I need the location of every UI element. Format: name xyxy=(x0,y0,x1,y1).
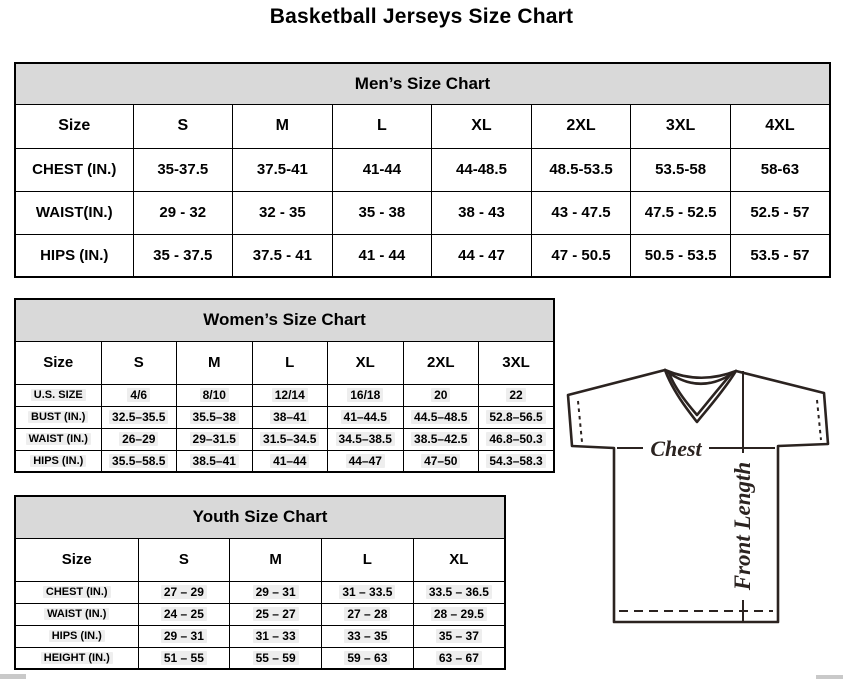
size-column-header-text: S xyxy=(178,551,189,568)
page-title: Basketball Jerseys Size Chart xyxy=(269,5,574,28)
value-cell-text: 50.5 - 53.5 xyxy=(644,246,717,264)
value-cell xyxy=(252,428,328,450)
value-cell-text: 28 – 29.5 xyxy=(431,607,487,621)
value-cell-text: 44-48.5 xyxy=(456,161,507,178)
row-label-text: WAIST (IN.) xyxy=(26,433,91,445)
value-cell-text: 47 - 50.5 xyxy=(551,246,611,264)
row-label-text: WAIST(IN.) xyxy=(35,204,113,221)
table-title-text: Men’s Size Chart xyxy=(354,73,491,93)
value-cell xyxy=(332,191,432,234)
size-column-header xyxy=(730,104,830,148)
value-cell xyxy=(432,191,532,234)
value-cell xyxy=(138,603,230,625)
value-cell-text: 41-44 xyxy=(362,161,402,178)
table-row xyxy=(15,428,554,450)
value-cell-text: 38.5–41 xyxy=(190,454,239,468)
value-cell-text: 29 – 31 xyxy=(253,585,299,599)
value-cell-text: 52.5 - 57 xyxy=(750,204,810,221)
value-cell-text: 26–29 xyxy=(119,432,158,446)
scrollbar-fragment-left[interactable] xyxy=(0,674,26,679)
size-column-header xyxy=(101,341,177,384)
value-cell xyxy=(403,406,479,428)
size-header-cell-text: Size xyxy=(43,354,74,371)
table-title xyxy=(15,299,554,341)
value-cell-text: 41–44 xyxy=(270,454,309,468)
row-label xyxy=(15,191,133,234)
value-cell-text: 46.8–50.3 xyxy=(486,432,545,446)
size-column-header-text: 2XL xyxy=(426,354,455,371)
value-cell-text: 27 – 29 xyxy=(161,585,207,599)
value-cell xyxy=(631,234,731,277)
front-length-label: Front Length xyxy=(730,461,755,591)
mens-size-table xyxy=(14,62,829,278)
value-cell xyxy=(177,384,253,406)
table-row xyxy=(15,191,830,234)
value-cell-text: 33.5 – 36.5 xyxy=(426,585,492,599)
table-row xyxy=(15,450,554,472)
value-cell-text: 34.5–38.5 xyxy=(336,432,395,446)
value-cell xyxy=(252,384,328,406)
value-cell-text: 31 – 33.5 xyxy=(339,585,395,599)
size-column-header-text: 4XL xyxy=(765,117,795,134)
size-column-header xyxy=(413,538,505,581)
value-cell xyxy=(432,234,532,277)
value-cell xyxy=(730,191,830,234)
table-row xyxy=(15,148,830,191)
size-column-header-text: XL xyxy=(449,551,469,568)
jersey-measurement-diagram xyxy=(555,360,843,660)
size-column-header xyxy=(403,341,479,384)
value-cell xyxy=(479,384,555,406)
value-cell-text: 35 - 38 xyxy=(358,204,406,221)
size-column-header-text: 3XL xyxy=(502,354,530,371)
value-cell xyxy=(531,191,631,234)
table-row xyxy=(15,406,554,428)
row-label-text: CHEST (IN.) xyxy=(43,586,111,598)
row-label-text: BUST (IN.) xyxy=(28,411,88,423)
value-cell xyxy=(252,450,328,472)
value-cell xyxy=(328,450,404,472)
value-cell xyxy=(177,450,253,472)
size-column-header xyxy=(322,538,414,581)
value-cell-text: 8/10 xyxy=(200,388,229,402)
value-cell-text: 35.5–58.5 xyxy=(109,454,168,468)
value-cell xyxy=(233,234,333,277)
value-cell xyxy=(133,191,233,234)
value-cell-text: 32.5–35.5 xyxy=(109,410,168,424)
value-cell-text: 38.5–42.5 xyxy=(411,432,470,446)
value-cell-text: 24 – 25 xyxy=(161,607,207,621)
value-cell xyxy=(403,428,479,450)
size-column-header-text: L xyxy=(362,551,372,568)
womens-size-table xyxy=(14,298,553,473)
size-column-header-text: XL xyxy=(355,354,375,371)
size-column-header xyxy=(531,104,631,148)
value-cell xyxy=(101,428,177,450)
value-cell-text: 27 – 28 xyxy=(344,607,390,621)
size-column-header xyxy=(432,104,532,148)
value-cell xyxy=(138,647,230,669)
value-cell xyxy=(479,450,555,472)
value-cell xyxy=(230,647,322,669)
value-cell-text: 16/18 xyxy=(347,388,383,402)
value-cell-text: 41–44.5 xyxy=(341,410,390,424)
value-cell-text: 32 - 35 xyxy=(258,204,306,221)
value-cell-text: 51 – 55 xyxy=(161,651,207,665)
value-cell xyxy=(233,191,333,234)
value-cell xyxy=(479,428,555,450)
size-column-header-text: S xyxy=(177,117,189,134)
youth-size-table xyxy=(14,495,504,670)
value-cell-text: 29–31.5 xyxy=(190,432,239,446)
value-cell-text: 35-37.5 xyxy=(157,161,209,178)
size-header-cell xyxy=(15,538,138,581)
table-row xyxy=(15,647,505,669)
value-cell xyxy=(101,384,177,406)
value-cell xyxy=(631,148,731,191)
size-column-header xyxy=(252,341,328,384)
size-column-header xyxy=(479,341,555,384)
value-cell xyxy=(413,581,505,603)
value-cell-text: 38–41 xyxy=(270,410,309,424)
value-cell-text: 31 – 33 xyxy=(253,629,299,643)
row-label xyxy=(15,603,138,625)
value-cell-text: 29 - 32 xyxy=(159,204,207,221)
table-row xyxy=(15,603,505,625)
value-cell-text: 48.5-53.5 xyxy=(549,161,613,178)
value-cell-text: 55 – 59 xyxy=(253,651,299,665)
row-label xyxy=(15,450,101,472)
value-cell-text: 35 - 37.5 xyxy=(153,246,213,264)
value-cell xyxy=(328,384,404,406)
value-cell-text: 22 xyxy=(506,388,525,402)
value-cell xyxy=(177,428,253,450)
table-row xyxy=(15,384,554,406)
row-label-text: WAIST (IN.) xyxy=(44,608,109,620)
value-cell xyxy=(332,148,432,191)
value-cell-text: 31.5–34.5 xyxy=(260,432,319,446)
row-label-text: HIPS (IN.) xyxy=(49,630,105,642)
value-cell xyxy=(730,148,830,191)
value-cell-text: 4/6 xyxy=(127,388,150,402)
value-cell-text: 20 xyxy=(431,388,450,402)
value-cell xyxy=(230,603,322,625)
size-column-header-text: L xyxy=(377,117,387,134)
value-cell xyxy=(177,406,253,428)
row-label-text: CHEST (IN.) xyxy=(32,161,117,178)
value-cell xyxy=(328,406,404,428)
value-cell xyxy=(479,406,555,428)
value-cell xyxy=(252,406,328,428)
value-cell xyxy=(138,581,230,603)
row-label-text: HEIGHT (IN.) xyxy=(41,652,113,664)
row-label xyxy=(15,406,101,428)
value-cell-text: 47.5 - 52.5 xyxy=(644,204,717,221)
row-label xyxy=(15,148,133,191)
value-cell-text: 53.5-58 xyxy=(655,161,707,178)
size-header-cell xyxy=(15,104,133,148)
table-row xyxy=(15,581,505,603)
size-column-header xyxy=(328,341,404,384)
row-label xyxy=(15,581,138,603)
row-label-text: U.S. SIZE xyxy=(31,389,86,401)
size-header-cell-text: Size xyxy=(58,117,91,134)
row-label xyxy=(15,384,101,406)
value-cell-text: 54.3–58.3 xyxy=(486,454,545,468)
women-size-chart xyxy=(14,298,555,473)
size-column-header xyxy=(177,341,253,384)
value-cell-text: 59 – 63 xyxy=(344,651,390,665)
value-cell-text: 52.8–56.5 xyxy=(486,410,545,424)
size-column-header xyxy=(133,104,233,148)
value-cell xyxy=(322,603,414,625)
size-column-header-text: M xyxy=(275,117,289,134)
size-column-header-text: 3XL xyxy=(665,117,696,134)
men-size-chart xyxy=(14,62,831,278)
size-column-header-text: S xyxy=(133,354,144,371)
size-column-header xyxy=(233,104,333,148)
value-cell-text: 35.5–38 xyxy=(190,410,239,424)
value-cell xyxy=(531,234,631,277)
value-cell-text: 12/14 xyxy=(272,388,308,402)
value-cell xyxy=(413,647,505,669)
size-column-header xyxy=(631,104,731,148)
table-title xyxy=(15,496,505,538)
table-row xyxy=(15,625,505,647)
value-cell xyxy=(233,148,333,191)
chest-label: Chest xyxy=(650,436,702,461)
value-cell xyxy=(101,406,177,428)
value-cell xyxy=(730,234,830,277)
jersey-outline-icon xyxy=(568,370,828,622)
size-column-header-text: XL xyxy=(471,117,492,134)
value-cell-text: 38 - 43 xyxy=(458,204,505,221)
row-label-text: HIPS (IN.) xyxy=(40,246,109,264)
row-label xyxy=(15,647,138,669)
value-cell-text: 43 - 47.5 xyxy=(551,204,611,221)
size-column-header-text: L xyxy=(285,354,295,371)
size-column-header-text: M xyxy=(269,551,282,568)
size-column-header-text: 2XL xyxy=(566,117,596,134)
youth-size-chart xyxy=(14,495,506,670)
value-cell xyxy=(531,148,631,191)
table-title-text: Youth Size Chart xyxy=(192,507,328,527)
value-cell-text: 44 - 47 xyxy=(458,246,505,264)
value-cell xyxy=(133,234,233,277)
value-cell xyxy=(413,625,505,647)
value-cell xyxy=(328,428,404,450)
value-cell-text: 44.5–48.5 xyxy=(411,410,470,424)
table-title-text: Women’s Size Chart xyxy=(203,310,366,330)
size-header-cell xyxy=(15,341,101,384)
value-cell-text: 25 – 27 xyxy=(253,607,299,621)
value-cell xyxy=(403,450,479,472)
row-label xyxy=(15,625,138,647)
value-cell-text: 37.5 - 41 xyxy=(252,246,312,264)
row-label xyxy=(15,428,101,450)
value-cell xyxy=(332,234,432,277)
size-column-header xyxy=(332,104,432,148)
value-cell-text: 29 – 31 xyxy=(161,629,207,643)
value-cell xyxy=(413,603,505,625)
value-cell-text: 37.5-41 xyxy=(256,161,308,178)
value-cell-text: 44–47 xyxy=(346,454,385,468)
value-cell xyxy=(322,581,414,603)
value-cell xyxy=(631,191,731,234)
value-cell xyxy=(101,450,177,472)
value-cell xyxy=(403,384,479,406)
scrollbar-fragment-right[interactable] xyxy=(816,675,843,679)
value-cell-text: 53.5 - 57 xyxy=(750,246,810,264)
value-cell-text: 63 – 67 xyxy=(436,651,482,665)
size-column-header xyxy=(230,538,322,581)
value-cell xyxy=(432,148,532,191)
table-title xyxy=(15,63,830,104)
value-cell-text: 33 – 35 xyxy=(344,629,390,643)
value-cell-text: 58-63 xyxy=(760,161,800,178)
size-header-cell-text: Size xyxy=(61,551,92,568)
table-row xyxy=(15,234,830,277)
value-cell xyxy=(138,625,230,647)
value-cell xyxy=(322,647,414,669)
size-column-header-text: M xyxy=(208,354,221,371)
value-cell xyxy=(322,625,414,647)
value-cell xyxy=(133,148,233,191)
row-label-text: HIPS (IN.) xyxy=(30,455,86,467)
value-cell xyxy=(230,625,322,647)
value-cell xyxy=(230,581,322,603)
value-cell-text: 35 – 37 xyxy=(436,629,482,643)
value-cell-text: 47–50 xyxy=(421,454,460,468)
row-label xyxy=(15,234,133,277)
size-column-header xyxy=(138,538,230,581)
value-cell-text: 41 - 44 xyxy=(358,246,406,264)
